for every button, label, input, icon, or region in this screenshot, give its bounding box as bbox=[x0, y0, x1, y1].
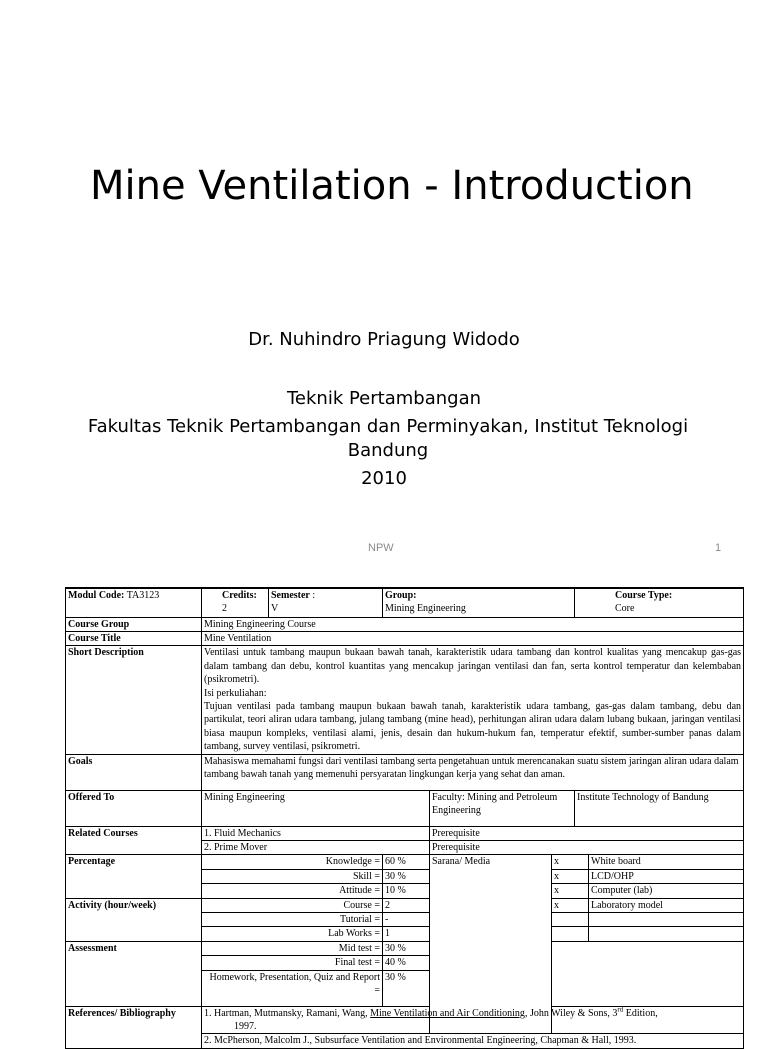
percentage-label: Percentage bbox=[66, 855, 202, 898]
related-course-item: 2. Prime Mover bbox=[202, 840, 430, 854]
assessment-label: Assessment bbox=[66, 941, 202, 1006]
faculty-name: Fakultas Teknik Pertambangan dan Perminyakan, Institut Teknologi Bandung bbox=[87, 416, 689, 461]
short-description-label: Short Description bbox=[66, 646, 202, 754]
media-item: LCD/OHP bbox=[589, 869, 744, 883]
activity-label: Activity (hour/week) bbox=[66, 898, 202, 941]
short-description-p1: Ventilasi untuk tambang maupun bukaan bawah tanah, karakteristik udara tambang dan kontrol kualitas yang mencakup gas-gas dalam tambang dan debu, kontrol kuantitas yang mencakup jaringan ventilasi dan fan, serta kontrol temperatur dan kelembaban (psikrometri). bbox=[204, 647, 742, 686]
activity-value: 1 bbox=[383, 927, 430, 941]
assessment-value: 30 % bbox=[383, 941, 430, 955]
media-mark: x bbox=[552, 855, 589, 869]
semester-cell: Semester : V bbox=[269, 588, 383, 617]
group-cell: Group: Mining Engineering bbox=[383, 588, 575, 617]
activity-value: - bbox=[383, 913, 430, 927]
assessment-key: Final test = bbox=[202, 956, 383, 970]
table-row bbox=[66, 898, 744, 912]
activity-key: Lab Works = bbox=[202, 927, 383, 941]
references-label: References/ Bibliography bbox=[66, 1006, 202, 1048]
assessment-value: 40 % bbox=[383, 956, 430, 970]
offered-to-label: Offered To bbox=[66, 790, 202, 826]
table-row bbox=[66, 941, 744, 955]
table-row bbox=[66, 826, 744, 840]
course-title-label: Course Title bbox=[66, 631, 202, 645]
reference-item: 1. Hartman, Mutmansky, Ramani, Wang, Mine Ventilation and Air Conditioning, John Wiley & Sons, 3rd Edition, 1997. bbox=[202, 1006, 744, 1034]
table-row bbox=[66, 588, 744, 617]
media-mark: x bbox=[552, 898, 589, 912]
media-mark-empty bbox=[552, 913, 589, 927]
percentage-key: Skill = bbox=[202, 869, 383, 883]
short-description-p3: Tujuan ventilasi pada tambang maupun bukaan bawah tanah, karakteristik udara tambang, gas-gas dalam tambang, debu dan partikulat, teori aliran udara tambang, julang tambang (mine head), perhitungan aliran udara dalam lubang bukaan, jaringan ventilasi biasa maupun kompleks, ventilasi alami, jenis, desain dan hukum-hukum fan, temperatur efektif, sumber-sumber panas dalam tambang, survey ventilasi, psikrometri. bbox=[204, 700, 742, 753]
percentage-value: 60 % bbox=[383, 855, 430, 869]
faculty-cell: Faculty: Mining and Petroleum Engineering bbox=[430, 790, 575, 826]
assessment-key: Homework, Presentation, Quiz and Report = bbox=[202, 970, 383, 1006]
slide-title: Mine Ventilation - Introduction bbox=[90, 163, 694, 209]
goals-value: Mahasiswa memahami fungsi dari ventilasi tambang serta pengetahuan untuk merencanakan suatu sistem jaringan aliran udara dalam tambang bawah tanah yang memenuhi persyaratan lingkungan kerja yang sehat dan aman. bbox=[202, 754, 744, 790]
media-item-empty bbox=[589, 927, 744, 941]
reference-item: 2. McPherson, Malcolm J., Subsurface Ventilation and Environmental Engineering, Chapman & Hall, 1993. bbox=[202, 1034, 744, 1048]
page-number: 1 bbox=[715, 542, 722, 554]
module-table bbox=[65, 587, 744, 1049]
goals-label: Goals bbox=[66, 754, 202, 790]
assessment-key: Mid test = bbox=[202, 941, 383, 955]
activity-key: Course = bbox=[202, 898, 383, 912]
course-group-value: Mining Engineering Course bbox=[202, 617, 744, 631]
related-course-item: 1. Fluid Mechanics bbox=[202, 826, 430, 840]
table-row bbox=[66, 1006, 744, 1034]
prerequisite-cell: Prerequisite bbox=[430, 826, 744, 840]
assessment-empty bbox=[552, 941, 744, 1006]
department-name: Teknik Pertambangan bbox=[286, 388, 482, 409]
table-row bbox=[66, 855, 744, 869]
table-row bbox=[66, 631, 744, 645]
course-type-cell: Course Type: Core bbox=[575, 588, 744, 617]
sarana-media-cell: Sarana/ Media bbox=[430, 855, 552, 1034]
percentage-value: 30 % bbox=[383, 869, 430, 883]
assessment-value: 30 % bbox=[383, 970, 430, 1006]
table-row bbox=[66, 754, 744, 790]
media-mark: x bbox=[552, 884, 589, 898]
short-description-p2: Isi perkuliahan: bbox=[204, 687, 267, 699]
offered-to-value: Mining Engineering bbox=[202, 790, 430, 826]
percentage-value: 10 % bbox=[383, 884, 430, 898]
credits-cell: Credits: 2 bbox=[202, 588, 269, 617]
table-row bbox=[66, 646, 744, 754]
percentage-key: Knowledge = bbox=[202, 855, 383, 869]
course-title-value: Mine Ventilation bbox=[202, 631, 744, 645]
activity-key: Tutorial = bbox=[202, 913, 383, 927]
module-descriptor bbox=[65, 587, 743, 1049]
activity-value: 2 bbox=[383, 898, 430, 912]
prerequisite-cell: Prerequisite bbox=[430, 840, 744, 854]
course-group-label: Course Group bbox=[66, 617, 202, 631]
media-mark: x bbox=[552, 869, 589, 883]
media-item-empty bbox=[589, 913, 744, 927]
slide-year: 2010 bbox=[361, 468, 407, 489]
media-mark-empty bbox=[552, 927, 589, 941]
media-item: Computer (lab) bbox=[589, 884, 744, 898]
table-row bbox=[66, 790, 744, 826]
related-courses-label: Related Courses bbox=[66, 826, 202, 855]
table-row bbox=[66, 617, 744, 631]
media-item: Laboratory model bbox=[589, 898, 744, 912]
short-description-value bbox=[202, 646, 744, 754]
institute-cell: Institute Technology of Bandung bbox=[575, 790, 744, 826]
author-name: Dr. Nuhindro Priagung Widodo bbox=[248, 329, 520, 350]
footer-initials: NPW bbox=[368, 542, 394, 554]
percentage-key: Attitude = bbox=[202, 884, 383, 898]
modul-code-cell: Modul Code: TA3123 bbox=[66, 588, 202, 617]
media-item: White board bbox=[589, 855, 744, 869]
